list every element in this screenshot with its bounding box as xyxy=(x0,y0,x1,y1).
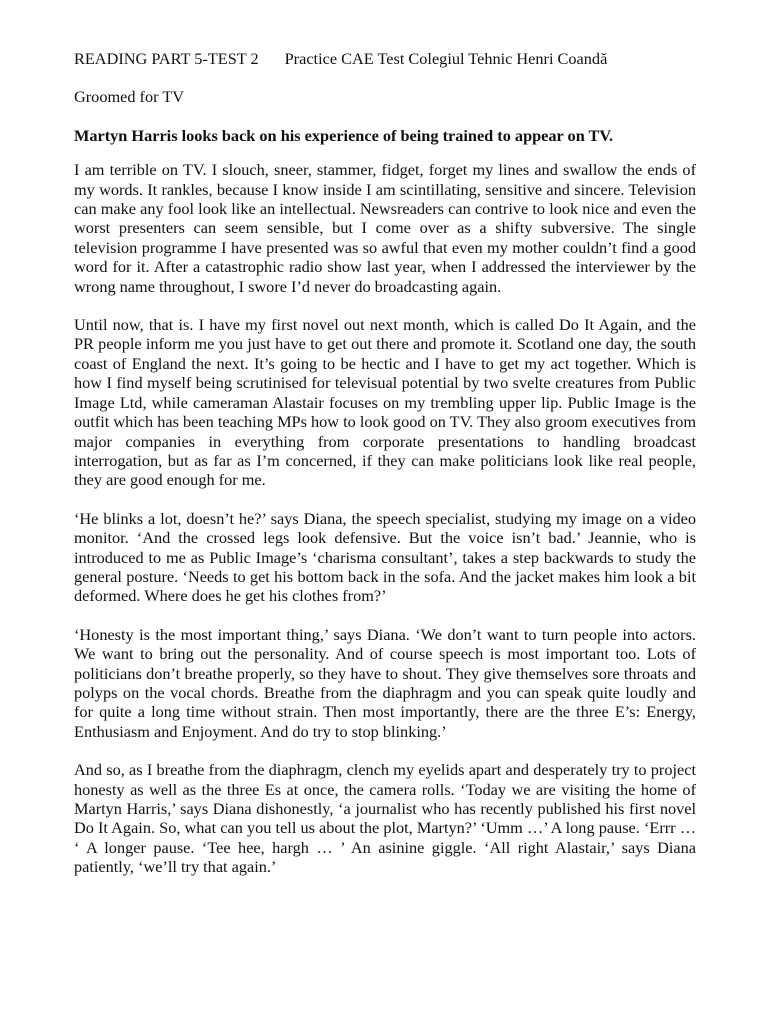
article-subtitle: Martyn Harris looks back on his experience of being trained to appear on TV. xyxy=(74,125,614,145)
paragraph-5: And so, as I breathe from the diaphragm, clench my eyelids apart and desperately try to project honesty as well as the three Es at once, the camera rolls. ‘Today we are visiting the home of Martyn Harris,’ says Diana dishonestly, ‘a journalist who has recently published his first novel Do It Again. So, what can you tell us about the plot, Martyn?’ ‘Umm …’ A long pause. ‘Errr … ‘ A longer pause. ‘Tee hee, hargh … ’ An asinine giggle. ‘All right Alastair,’ says Diana patiently, ‘we’ll try that again.’ xyxy=(74,760,696,877)
document-page xyxy=(74,49,696,896)
paragraph-2: Until now, that is. I have my first novel out next month, which is called Do It Again, and the PR people inform me you just have to get out there and promote it. Scotland one day, the south coast of England the next. It’s going to be hectic and I have to get my act together. Which is how I find myself being scrutinised for televisual potential by two svelte creatures from Public Image Ltd, while cameraman Alastair focuses on my trembling upper lip. Public Image is the outfit which has been teaching MPs how to look good on TV. They also groom executives from major companies in everything from corporate presentations to handling broadcast interrogation, but as far as I’m concerned, if they can make politicians look like real people, they are good enough for me. xyxy=(74,315,696,490)
test-name: Practice CAE Test Colegiul Tehnic Henri Coandă xyxy=(284,49,608,68)
document-header xyxy=(74,49,696,68)
paragraph-4: ‘Honesty is the most important thing,’ says Diana. ‘We don’t want to turn people into actors. We want to bring out the personality. And of course speech is most important too. Lots of politicians don’t breathe properly, so they have to shout. They give themselves sore throats and polyps on the vocal chords. Breathe from the diaphragm and you can speak quite loudly and for quite a long time without strain. Then most importantly, there are the three E’s: Energy, Enthusiasm and Enjoyment. And do try to stop blinking.’ xyxy=(74,624,696,741)
paragraph-1: I am terrible on TV. I slouch, sneer, stammer, fidget, forget my lines and swallow the ends of my words. It rankles, because I know inside I am scintillating, sensitive and sincere. Television can make any fool look like an intellectual. Newsreaders can contrive to look nice and even the worst presenters can seem sensible, but I come over as a shifty subversive. The single television programme I have presented was so awful that even my mother couldn’t find a good word for it. After a catastrophic radio show last year, when I addressed the interviewer by the wrong name throughout, I swore I’d never do broadcasting again. xyxy=(74,160,696,296)
article-title: Groomed for TV xyxy=(74,87,185,107)
section-label: READING PART 5-TEST 2 xyxy=(74,49,259,68)
paragraph-3: ‘He blinks a lot, doesn’t he?’ says Diana, the speech specialist, studying my image on a video monitor. ‘And the crossed legs look defensive. But the voice isn’t bad.’ Jeannie, who is introduced to me as Public Image’s ‘charisma consultant’, takes a step backwards to study the general posture. ‘Needs to get his bottom back in the sofa. And the jacket makes him look a bit deformed. Where does he get his clothes from?’ xyxy=(74,508,696,606)
